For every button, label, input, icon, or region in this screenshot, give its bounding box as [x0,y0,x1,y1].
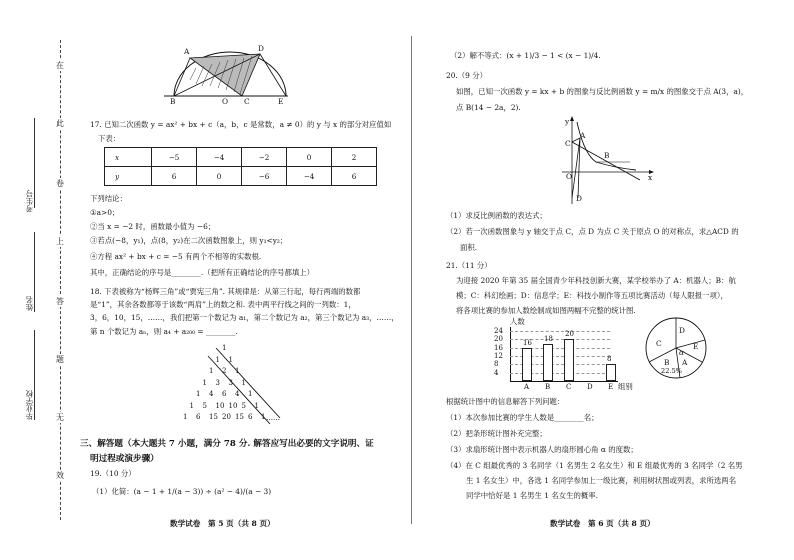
q17-table [104,147,377,186]
binding-margin [0,0,88,560]
table-cell: 6 [152,167,197,186]
field-school-line[interactable] [34,330,35,420]
q21-question-3: （3）求扇形统计图中表示机器人的扇形圆心角 α 的度数； [446,445,638,454]
graph-label-A: A [580,131,586,140]
bar-E [606,364,616,381]
fig-label-D: D [258,44,264,53]
seal-char: 效 [56,471,64,480]
table-row [105,148,377,167]
fig-label-O: O [222,97,229,106]
q18-line-4: 第 n 个数记为 aₙ，则 a₄ + a₂₀₀ = ________. [90,327,238,336]
q20-line-1: 如图，已知一次函数 y = kx + b 的图象与反比例函数 y = m/x 的图象交于点 A(3，a)， [456,87,749,96]
q21-question-1: （1）本次参加比赛的学生人数是________名； [446,413,599,422]
chart-ylabel: 人数 [510,317,525,326]
triangle-number: 1 [228,355,233,364]
triangle-number: 1 [183,413,188,421]
q17-item-3: ③若点(−8，y₁)，点(8，y₂)在二次函数图象上，则 y₁<y₂； [90,236,288,245]
q21-question-4a: （4）在 C 组最优秀的 3 名同学（1 名男生 2 名女生）和 E 组最优秀的 3 名同学（2 名男 [446,461,743,470]
triangle-number: 1 [196,390,201,398]
q17-stem2: 下表： [98,134,121,143]
triangle-number: 1 [235,367,240,375]
y-tick-label: 8 [494,360,499,369]
q17-conclusions-title: 下列结论： [90,194,127,203]
left-page-footer: 数学试卷 第 5 页（共 8 页） [170,519,275,528]
grid-line [510,331,610,332]
q21-line-3: 将各项比赛的参加人数绘制成如图两幅不完整的统计图. [456,306,636,315]
q19-part2: （2）解不等式：(x + 1)/3 − 1 < (x − 1)/4. [450,51,601,60]
seal-char: 上 [56,237,64,246]
triangle-number: 1 [202,378,207,387]
table-cell: 2 [332,148,377,167]
triangle-number: 1 [189,401,194,410]
q21-question-4b: 生 1 名女生）中，各选 1 名同学参加上一级比赛，利用树状图或列表，求所选两名 [466,476,737,485]
y-tick-label: 24 [494,327,503,336]
graph-label-D: D [576,194,582,203]
table-cell: −5 [152,148,197,167]
field-student-id-label: 考生号 [25,190,34,213]
q20-function-graph [558,114,658,206]
q19-title: 19.（10 分） [90,469,136,478]
field-name-label: 姓名 [25,296,34,311]
chart-x-axis [510,381,618,382]
seal-char: 答 [56,297,64,306]
triangle-number: 2 [222,367,227,375]
field-student-id-line[interactable] [34,118,35,208]
x-tick-label: D [587,383,593,391]
y-tick-label: 12 [494,352,503,361]
q17-stem: 17. 已知二次函数 y = ax² + bx + c（a，b，c 是常数，a ≠ 0）的 y 与 x 的部分对应值如 [90,120,392,129]
table-row [105,167,377,186]
seal-char: 无 [56,413,64,422]
q21-after-text: 根据统计图中的信息解答下列问题： [446,397,565,406]
cut-line [60,40,61,520]
triangle-ellipsis: …… [266,414,280,422]
q19-part1: （1）化简：(a − 1 + 1/(a − 3)) ÷ (a² − 4)/(a − 3) [92,487,272,496]
table-cell: 6 [332,167,377,186]
table-cell: 0 [197,167,242,186]
q20-part2: （2）若一次函数图象与 y 轴交于点 C，点 D 为点 C 关于原点 O 的对称点，求△ACD 的 [446,227,739,236]
pie-label-E: E [693,342,699,351]
x-tick-label: E [608,383,614,391]
y-tick-label: 16 [494,343,503,352]
pie-label-alpha: α [679,348,684,357]
triangle-number: 15 [235,413,244,421]
triangle-number: 6 [248,413,253,421]
triangle-number: 4 [209,390,214,398]
bar-B [543,344,553,381]
bar-A [522,348,532,381]
triangle-number: 1 [209,367,214,375]
triangle-number: 20 [222,413,231,421]
table-cell: −2 [242,148,287,167]
triangle-number: 3 [215,378,220,387]
triangle-number: 1 [215,355,220,364]
fig-label-A: A [184,47,190,56]
bar-value-label: 18 [544,334,553,343]
graph-label-y: y [565,117,570,126]
table-cell: y [105,167,152,186]
section3-title-line1: 三、解答题（本大题共 7 小题，满分 78 分. 解答应写出必要的文字说明、证 [80,439,374,449]
seal-char: 题 [56,355,64,364]
q21-line-1: 为迎接 2020 年第 35 届全国青少年科技创新大赛，某学校举办了 A：机器人；B：航 [456,276,736,285]
seal-char: 在 [56,61,64,70]
triangle-number: 3 [228,378,233,387]
triangle-number: 10 [215,401,225,410]
q20-line-2: 点 B(14 − 2a，2). [456,103,521,112]
triangle-number: 6 [196,413,201,421]
table-cell: 0 [287,148,332,167]
q20-part1: （1）求反比例函数的表达式； [446,211,547,220]
q17-answer-line: 其中，正确结论的序号是________.（把所有正确结论的序号都填上） [90,268,315,277]
x-tick-label: A [524,383,530,391]
q21-line-2: 模；C：科幻绘画；D：信息学；E：科技小制作等五项比赛活动（每人限报一项）， [456,291,728,300]
triangle-number: 1 [254,401,259,410]
q17-item-2: ②当 x = −2 时，函数最小值为 −6； [90,222,216,231]
bar-value-label: 16 [523,338,532,347]
q21-question-2: （2）把条形统计图补充完整； [446,429,547,438]
triangle-number: 1 [248,390,253,398]
pie-label-B: B [664,358,670,367]
q21-title: 21.（11 分） [446,261,492,270]
graph-label-O: O [566,172,573,181]
fig-label-B: B [170,97,176,106]
y-tick-label: 20 [494,335,503,344]
triangle-number: 10 [228,401,238,410]
table-cell: x [105,148,152,167]
triangle-number: 5 [241,401,246,410]
right-page-footer: 数学试卷 第 6 页（共 8 页） [550,519,655,528]
q20-part2b: 面积. [460,243,478,252]
bar-value-label: 20 [565,330,574,339]
fig-label-C: C [244,97,250,106]
pie-label-C: C [656,339,662,348]
bar-C [564,339,574,381]
triangle-number: 5 [202,401,207,410]
field-name-line[interactable] [34,232,35,312]
bar-chart [480,317,633,391]
graph-label-B: B [604,151,610,160]
triangle-number: 4 [235,390,240,398]
triangle-number: 1 [241,378,246,387]
q20-title: 20.（9 分） [446,71,487,80]
page-divider [411,36,412,524]
seal-char: 卷 [56,179,64,188]
seal-char: 此 [56,119,64,128]
pie-label-D: D [679,326,685,335]
table-cell: −4 [197,148,242,167]
x-tick-label: C [566,383,572,391]
triangle-number: 1 [222,344,227,352]
q17-item-1: ①a>0； [90,208,120,217]
table-cell: −6 [242,167,287,186]
triangle-number: 6 [222,390,227,398]
fig-label-E: E [278,97,284,106]
triangle-number: 15 [209,413,218,421]
graph-label-x: x [648,173,653,182]
pie-label-percent: 22.5% [661,367,682,375]
q18-line-1: 18. 下表被称为“杨辉三角”或“贾宪三角”. 其规律是：从第三行起，每行两端的数都 [90,287,361,296]
q21-question-4c: 同学中恰好是 1 名男生 1 名女生的概率. [466,491,599,500]
q18-line-3: 3，6，10，15，……，我们把第一个数记为 a₁，第二个数记为 a₂，第三个数记为 a₃，……， [90,313,399,322]
q17-item-4: ④方程 ax² + bx + c = −5 有两个不相等的实数根. [90,252,262,261]
triangle-number: 1 [261,413,266,421]
chart-xlabel: 组别 [618,382,633,391]
field-school-label: 毕业学校 [25,390,34,420]
y-tick-label: 4 [494,368,499,377]
graph-label-C: C [565,139,571,148]
bar-value-label: 8 [607,355,612,364]
pie-label-A: A [682,358,688,367]
x-tick-label: B [545,383,551,391]
table-cell: −4 [287,167,332,186]
q18-line-2: 是“1”，其余各数都等于该数“两肩”上的数之和. 表中两平行线之间的一列数：1， [90,300,356,309]
section3-title-line2: 明过程或演步骤） [90,454,159,464]
